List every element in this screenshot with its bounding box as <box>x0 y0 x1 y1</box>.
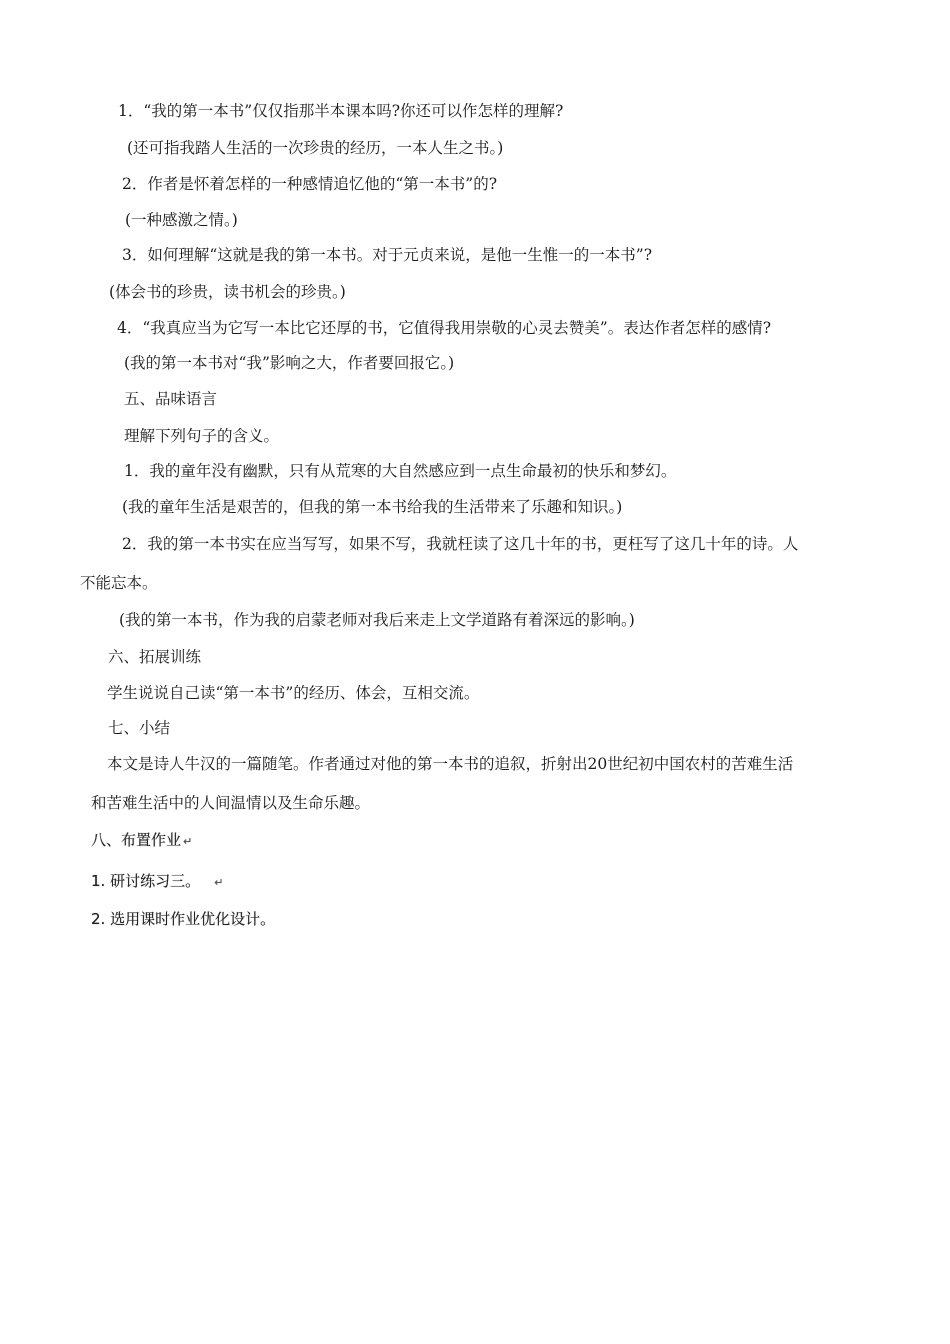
homework-heading: 八、布置作业 <box>91 831 182 849</box>
sentence-2-answer: (我的第一本书，作为我的启蒙老师对我后来走上文学道路有着深远的影响。) <box>119 611 635 629</box>
homework-item-1-text: 1. 研讨练习三。 <box>91 872 201 890</box>
return-mark-icon: ↵ <box>183 835 193 848</box>
answer-1: (还可指我踏人生活的一次珍贵的经历，一本人生之书。) <box>127 139 504 157</box>
section-7-heading: 七、小结 <box>108 719 171 737</box>
question-3: 3．如何理解“这就是我的第一本书。对于元贞来说，是他一生惟一的一本书”? <box>122 246 653 264</box>
answer-3: (体会书的珍贵，读书机会的珍贵。) <box>109 283 346 301</box>
sentence-2: 2．我的第一本书实在应当写写，如果不写，我就枉读了这几十年的书，更枉写了这几十年的诗。人 <box>122 535 799 553</box>
homework-item-2-text: 2. 选用课时作业优化设计。 <box>91 910 276 928</box>
question-1: 1．“我的第一本书”仅仅指那半本课本吗?你还可以作怎样的理解? <box>118 102 564 120</box>
summary-line-1: 本文是诗人牛汉的一篇随笔。作者通过对他的第一本书的追叙，折射出20世纪初中国农村的苦难生活 <box>107 755 794 773</box>
section-5-intro: 理解下列句子的含义。 <box>124 427 280 445</box>
answer-4: (我的第一本书对“我”影响之大，作者要回报它。) <box>124 354 455 372</box>
answer-2: (一种感激之情。) <box>125 211 238 229</box>
section-5-heading: 五、品味语言 <box>124 390 218 408</box>
return-mark-icon: ↵ <box>214 876 224 889</box>
homework-item-1 <box>91 871 223 893</box>
section-8-heading <box>91 830 192 852</box>
section-6-heading: 六、拓展训练 <box>108 648 202 666</box>
summary-line-2: 和苦难生活中的人间温情以及生命乐趣。 <box>91 794 371 812</box>
sentence-1: 1．我的童年没有幽默，只有从荒寒的大自然感应到一点生命最初的快乐和梦幻。 <box>124 462 677 480</box>
sentence-2-cont: 不能忘本。 <box>80 574 158 592</box>
sentence-1-answer: (我的童年生活是艰苦的，但我的第一本书给我的生活带来了乐趣和知识。) <box>122 498 623 516</box>
homework-item-2 <box>91 909 275 929</box>
question-4: 4．“我真应当为它写一本比它还厚的书，它值得我用崇敬的心灵去赞美”。表达作者怎样的感情? <box>117 319 772 337</box>
section-6-text: 学生说说自己读“第一本书”的经历、体会，互相交流。 <box>107 684 480 702</box>
question-2: 2．作者是怀着怎样的一种感情追忆他的“第一本书”的? <box>122 175 498 193</box>
